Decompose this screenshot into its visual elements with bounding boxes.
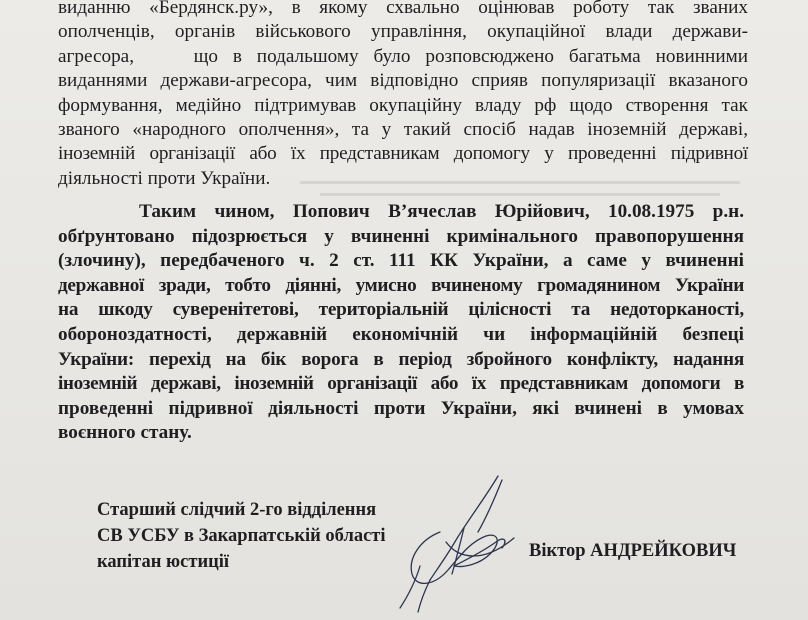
text-line: діяльності проти України. bbox=[58, 167, 271, 189]
body-paragraph-2-conclusion bbox=[58, 200, 744, 446]
signatory-title-line: СВ УСБУ в Закарпатській області bbox=[97, 526, 386, 546]
text-line: агресора, що в подальшому було розповсюджено багатьма новинними bbox=[58, 45, 748, 67]
text-line: (злочину), передбаченого ч. 2 ст. 111 КК України, а саме у вчиненні bbox=[58, 250, 744, 272]
text-line: державної зради, тобто діянні, умисно вчиненому громадянином України bbox=[58, 274, 744, 296]
text-line: іноземній державі, іноземній організації або їх представникам допомоги в bbox=[58, 373, 744, 395]
text-line: проведенні підривної діяльності проти України, які вчинені в умовах bbox=[58, 397, 744, 419]
text-line: обороноздатності, державній економічній чи інформаційній безпеці bbox=[58, 323, 744, 345]
text-line: виданнями держави-агресора, чим відповідно сприяв популяризації вказаного bbox=[58, 70, 748, 92]
signatory-name: Віктор АНДРЕЙКОВИЧ bbox=[529, 541, 737, 561]
signatory-position bbox=[97, 497, 386, 575]
text-line: іноземній організації або їх представникам допомогу у проведенні підривної bbox=[58, 143, 748, 165]
text-line: воєнного стану. bbox=[58, 422, 192, 444]
text-line: України: перехід на бік ворога в період збройного конфлікту, надання bbox=[58, 348, 744, 370]
signatory-title-line: капітан юстиції bbox=[97, 552, 230, 572]
handwritten-signature bbox=[390, 470, 540, 620]
text-line: обґрунтовано підозрюється у вчиненні кримінального правопорушення bbox=[58, 225, 744, 247]
text-line: виданню «Бердянск.ру», в якому схвально оцінював роботу так званих bbox=[58, 0, 748, 18]
text-line: званого «народного ополчення», та у такий спосіб надав іноземній державі, bbox=[58, 119, 748, 141]
text-line: формування, медійно підтримував окупаційну владу рф щодо створення так bbox=[58, 94, 748, 116]
signatory-title-line: Старший слідчий 2-го відділення bbox=[97, 500, 377, 520]
text-line: ополченців, органів військового управління, окупаційної влади держави- bbox=[58, 21, 748, 43]
text-line: Таким чином, Попович В’ячеслав Юрійович, 10.08.1975 р.н. bbox=[139, 201, 744, 222]
body-paragraph-1 bbox=[58, 0, 748, 191]
text-line: на шкоду суверенітетові, територіальній цілісності та недоторканості, bbox=[58, 299, 744, 321]
